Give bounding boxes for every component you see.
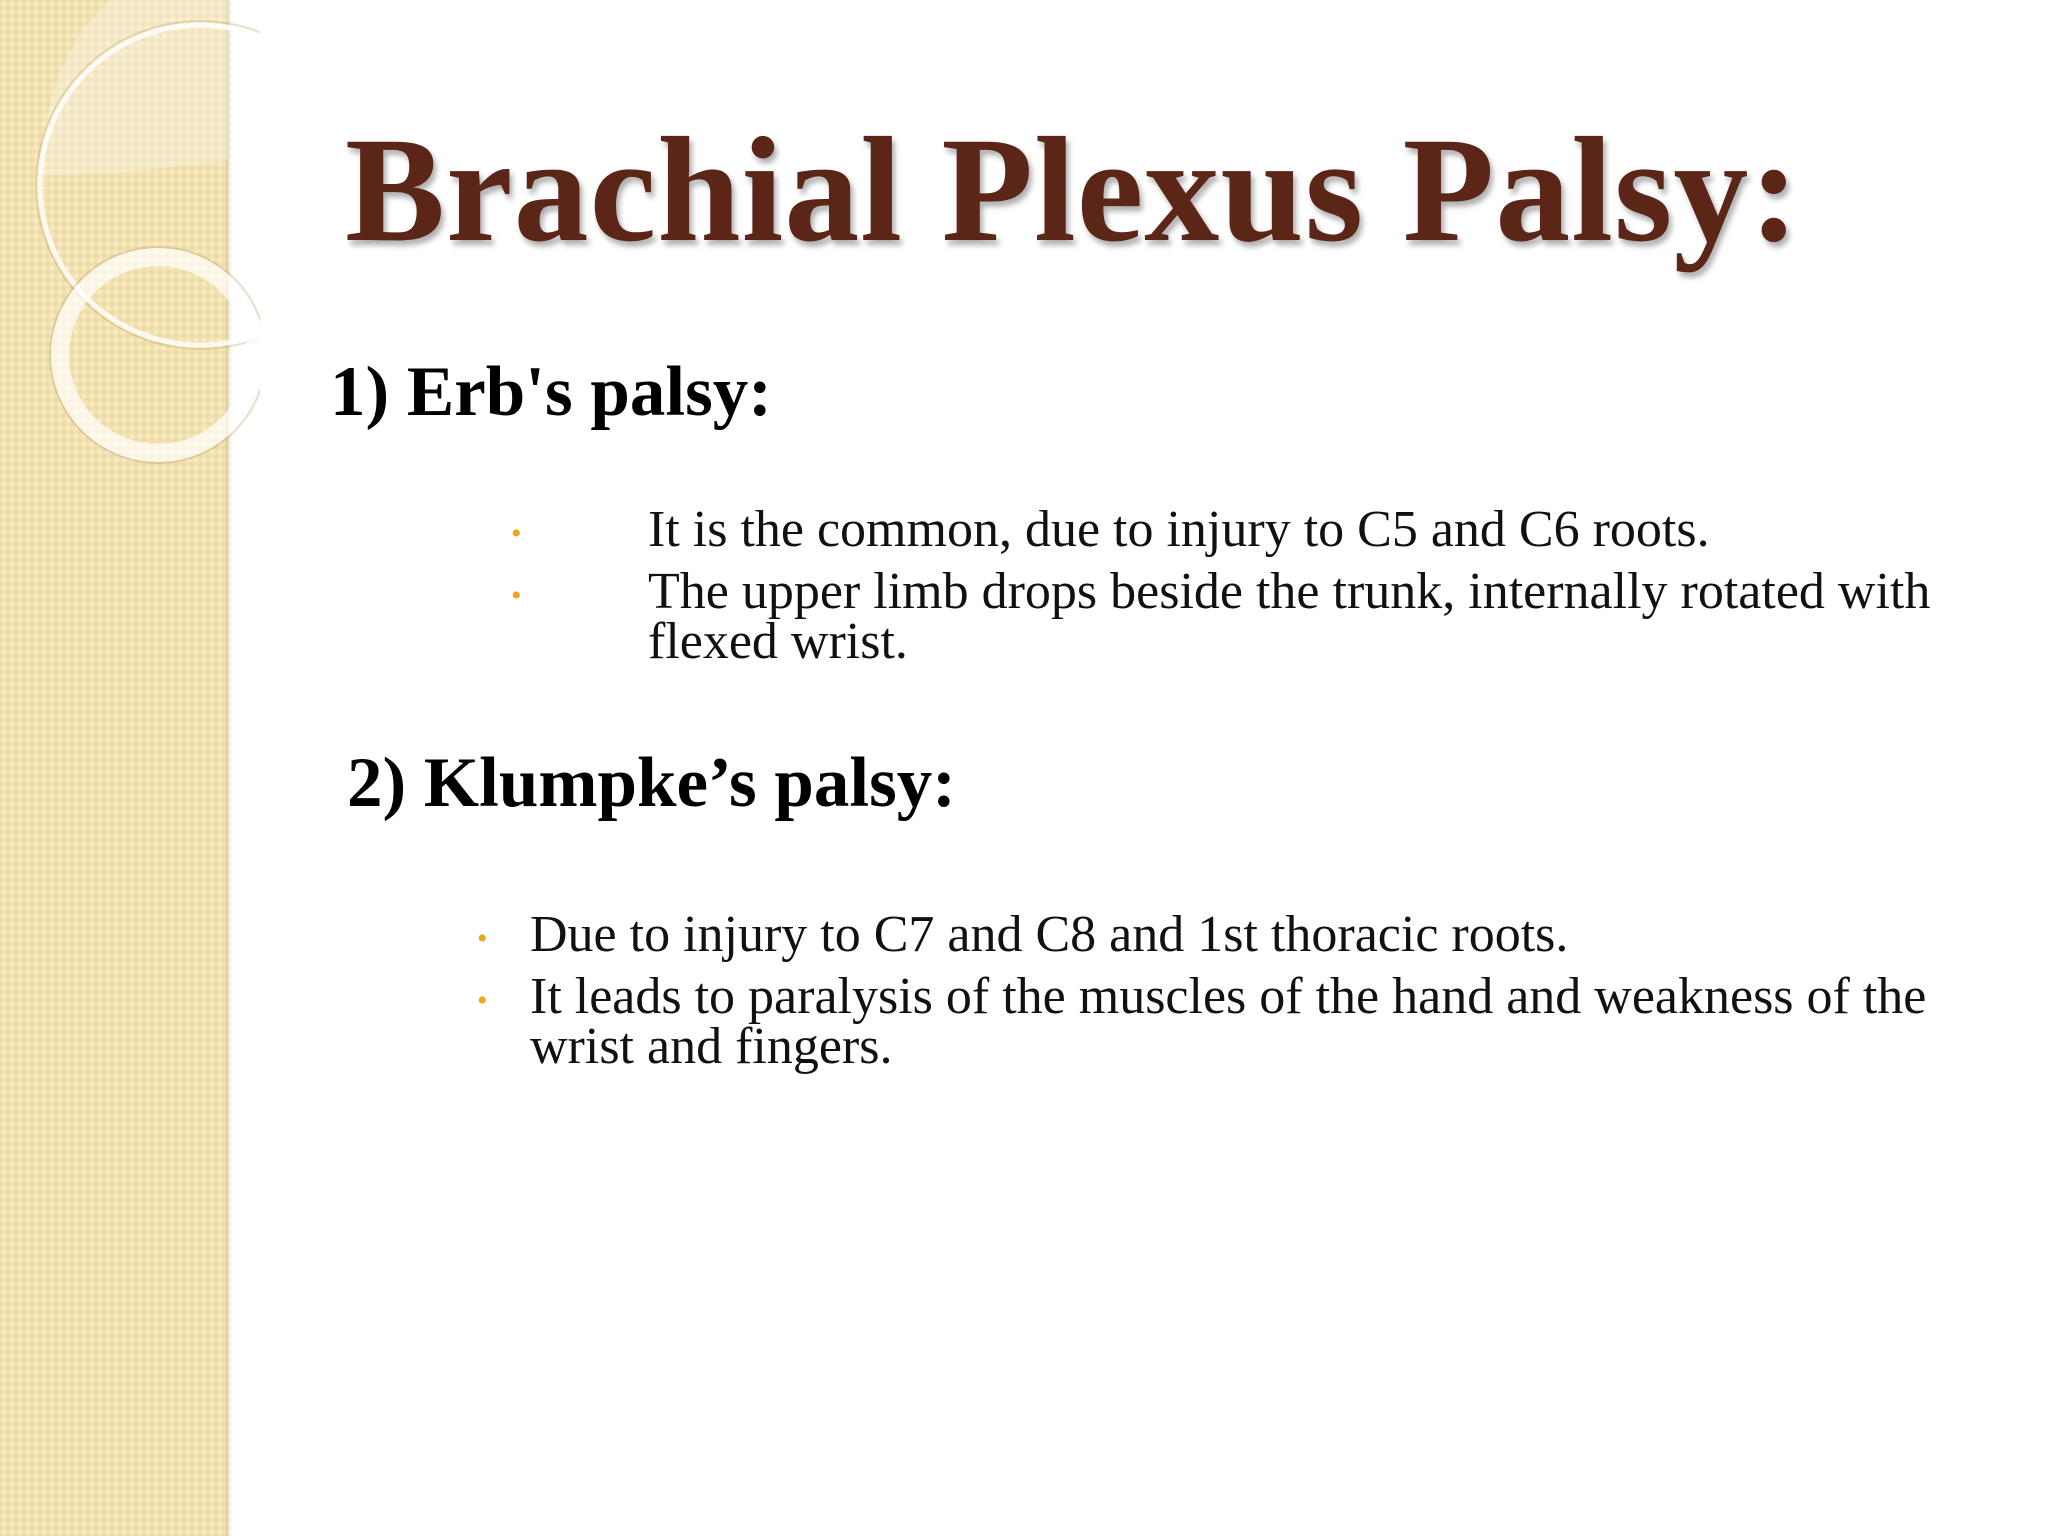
bullet-text: It is the common, due to injury to C5 and C6 roots. <box>648 501 1710 558</box>
bullet-list-klumpkes-palsy <box>477 906 2020 1084</box>
small-ring <box>60 257 256 453</box>
list-item <box>477 968 2020 1075</box>
bullet-text: The upper limb drops beside the trunk, internally rotated with flexed wrist. <box>648 563 1931 670</box>
bullet-dot-icon: • <box>477 984 488 1017</box>
list-item <box>477 906 2020 963</box>
section-heading-klumpkes-palsy: 2) Klumpke’s palsy: <box>347 744 956 822</box>
decorative-rings <box>0 0 260 520</box>
list-item <box>511 563 1988 670</box>
bullet-dot-icon: • <box>511 579 522 612</box>
bullet-dot-icon: • <box>477 922 488 955</box>
slide-title: Brachial Plexus Palsy: <box>345 107 1801 273</box>
list-item <box>511 501 1988 558</box>
section-heading-erbs-palsy: 1) Erb's palsy: <box>330 353 772 431</box>
bullet-dot-icon: • <box>511 517 522 550</box>
bullet-text: It leads to paralysis of the muscles of the hand and weakness of the wrist and fingers. <box>530 968 1927 1075</box>
bullet-list-erbs-palsy <box>511 501 1988 679</box>
bullet-text: Due to injury to C7 and C8 and 1st thoracic roots. <box>530 906 1569 963</box>
